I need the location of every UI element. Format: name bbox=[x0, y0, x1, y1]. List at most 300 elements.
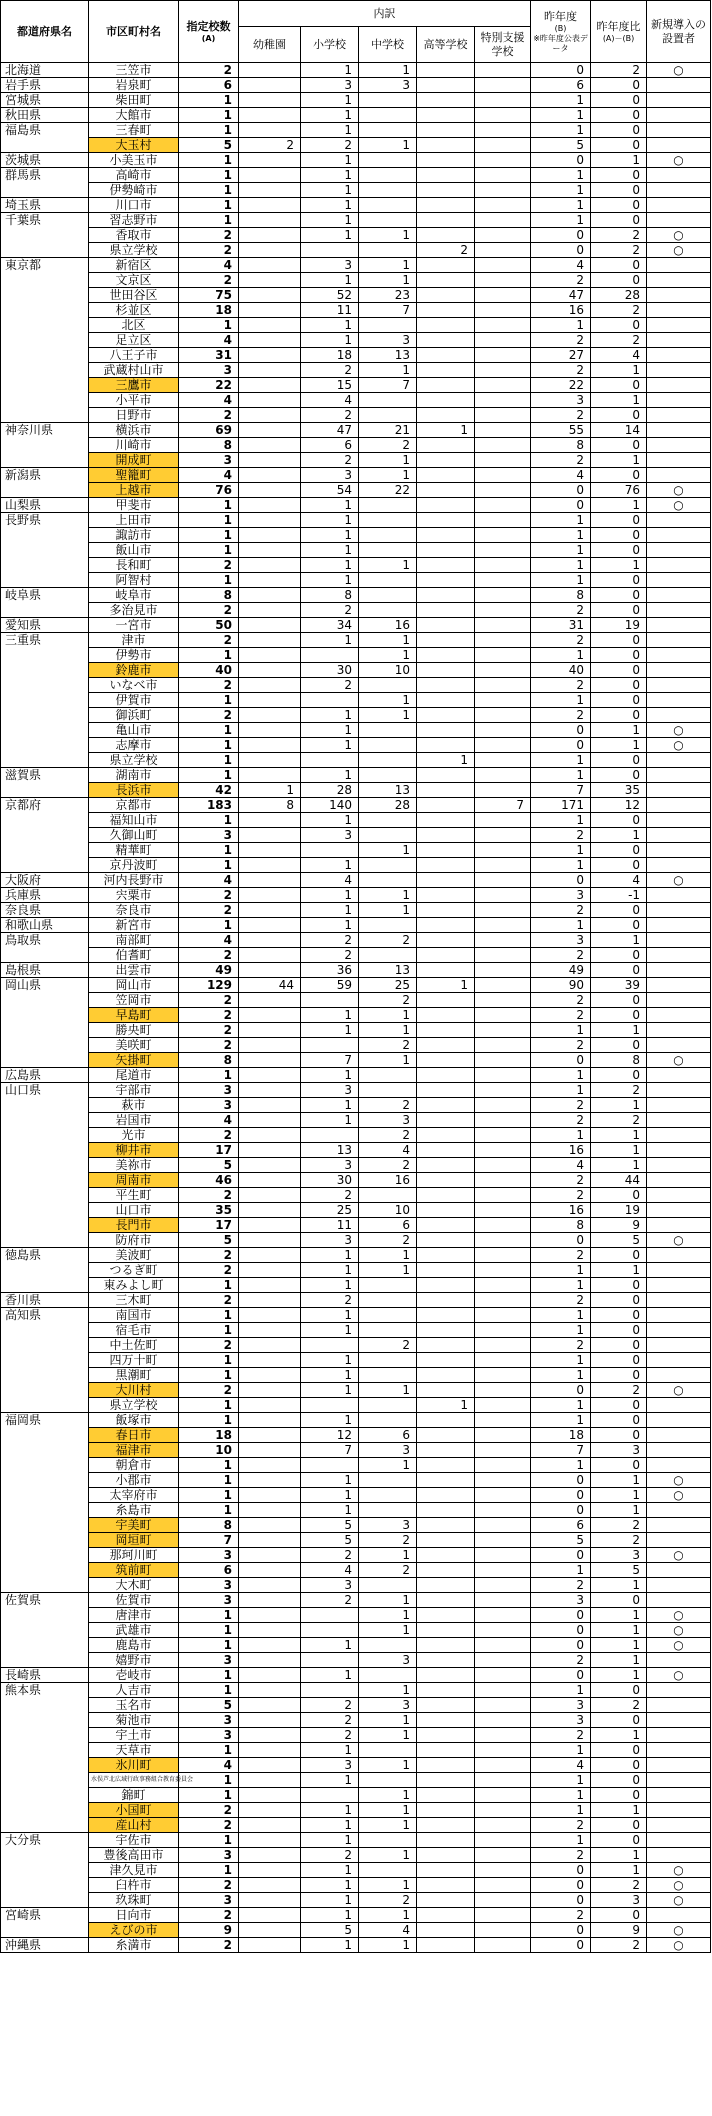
row-new: ○ bbox=[647, 243, 711, 258]
row-new bbox=[647, 768, 711, 783]
row-kinder bbox=[239, 1893, 301, 1908]
row-prev: 1 bbox=[531, 123, 591, 138]
row-total: 1 bbox=[179, 1623, 239, 1638]
row-prev: 90 bbox=[531, 978, 591, 993]
row-total: 9 bbox=[179, 1923, 239, 1938]
row-hs bbox=[417, 498, 475, 513]
row-hs bbox=[417, 393, 475, 408]
row-kinder bbox=[239, 738, 301, 753]
row-pref bbox=[1, 1398, 89, 1413]
row-prev: 0 bbox=[531, 1488, 591, 1503]
row-new: ○ bbox=[647, 738, 711, 753]
row-diff: -1 bbox=[591, 888, 647, 903]
row-diff: 9 bbox=[591, 1218, 647, 1233]
row-jhs: 2 bbox=[359, 1893, 417, 1908]
row-prev: 1 bbox=[531, 1068, 591, 1083]
row-diff: 1 bbox=[591, 453, 647, 468]
row-kinder bbox=[239, 1113, 301, 1128]
row-special bbox=[475, 1893, 531, 1908]
row-new: ○ bbox=[647, 1608, 711, 1623]
row-elem bbox=[301, 243, 359, 258]
row-special bbox=[475, 1458, 531, 1473]
row-special bbox=[475, 498, 531, 513]
row-city: 杉並区 bbox=[89, 303, 179, 318]
row-new bbox=[647, 1128, 711, 1143]
row-city: 勝央町 bbox=[89, 1023, 179, 1038]
row-jhs: 1 bbox=[359, 888, 417, 903]
row-elem: 1 bbox=[301, 1503, 359, 1518]
row-hs bbox=[417, 663, 475, 678]
row-total: 2 bbox=[179, 1803, 239, 1818]
row-prev: 2 bbox=[531, 603, 591, 618]
row-pref bbox=[1, 1443, 89, 1458]
row-hs bbox=[417, 1353, 475, 1368]
row-pref bbox=[1, 1518, 89, 1533]
row-jhs bbox=[359, 603, 417, 618]
row-hs bbox=[417, 1608, 475, 1623]
row-hs bbox=[417, 1173, 475, 1188]
table-row bbox=[1, 1758, 711, 1773]
row-diff: 0 bbox=[591, 513, 647, 528]
row-pref: 京都府 bbox=[1, 798, 89, 813]
row-pref: 鳥取県 bbox=[1, 933, 89, 948]
row-special bbox=[475, 813, 531, 828]
row-elem: 52 bbox=[301, 288, 359, 303]
header-elem: 小学校 bbox=[301, 27, 359, 63]
table-row bbox=[1, 558, 711, 573]
row-special bbox=[475, 1038, 531, 1053]
row-city: 大館市 bbox=[89, 108, 179, 123]
row-special bbox=[475, 273, 531, 288]
row-hs bbox=[417, 273, 475, 288]
row-city: 南国市 bbox=[89, 1308, 179, 1323]
row-elem: 2 bbox=[301, 678, 359, 693]
row-special bbox=[475, 963, 531, 978]
row-total: 1 bbox=[179, 918, 239, 933]
row-prev: 3 bbox=[531, 1593, 591, 1608]
row-pref bbox=[1, 858, 89, 873]
row-new bbox=[647, 708, 711, 723]
row-kinder bbox=[239, 528, 301, 543]
row-kinder bbox=[239, 1743, 301, 1758]
row-pref bbox=[1, 543, 89, 558]
table-row bbox=[1, 693, 711, 708]
row-total: 2 bbox=[179, 1038, 239, 1053]
table-row bbox=[1, 1203, 711, 1218]
row-pref bbox=[1, 1803, 89, 1818]
row-pref: 宮崎県 bbox=[1, 1908, 89, 1923]
row-special bbox=[475, 108, 531, 123]
row-city: 三木町 bbox=[89, 1293, 179, 1308]
row-hs bbox=[417, 1383, 475, 1398]
row-hs bbox=[417, 453, 475, 468]
row-kinder bbox=[239, 1248, 301, 1263]
row-total: 1 bbox=[179, 1488, 239, 1503]
row-total: 22 bbox=[179, 378, 239, 393]
row-jhs bbox=[359, 198, 417, 213]
row-jhs: 2 bbox=[359, 1038, 417, 1053]
row-diff: 0 bbox=[591, 693, 647, 708]
row-new bbox=[647, 513, 711, 528]
table-row bbox=[1, 213, 711, 228]
row-hs bbox=[417, 1683, 475, 1698]
row-diff: 0 bbox=[591, 1308, 647, 1323]
row-new bbox=[647, 1338, 711, 1353]
row-kinder bbox=[239, 1848, 301, 1863]
table-row bbox=[1, 1938, 711, 1953]
row-jhs bbox=[359, 1323, 417, 1338]
row-total: 2 bbox=[179, 1908, 239, 1923]
row-special bbox=[475, 1563, 531, 1578]
row-kinder bbox=[239, 1818, 301, 1833]
row-special bbox=[475, 543, 531, 558]
row-elem: 54 bbox=[301, 483, 359, 498]
row-kinder bbox=[239, 663, 301, 678]
row-special bbox=[475, 513, 531, 528]
row-pref bbox=[1, 738, 89, 753]
row-kinder bbox=[239, 333, 301, 348]
row-pref: 神奈川県 bbox=[1, 423, 89, 438]
row-total: 31 bbox=[179, 348, 239, 363]
row-prev: 3 bbox=[531, 1698, 591, 1713]
row-kinder bbox=[239, 1728, 301, 1743]
row-jhs: 21 bbox=[359, 423, 417, 438]
row-pref bbox=[1, 813, 89, 828]
row-pref: 滋賀県 bbox=[1, 768, 89, 783]
row-special bbox=[475, 1623, 531, 1638]
row-diff: 2 bbox=[591, 303, 647, 318]
row-diff: 0 bbox=[591, 78, 647, 93]
row-new bbox=[647, 423, 711, 438]
row-jhs bbox=[359, 573, 417, 588]
row-city: 世田谷区 bbox=[89, 288, 179, 303]
row-city: 豊後高田市 bbox=[89, 1848, 179, 1863]
row-elem bbox=[301, 1623, 359, 1638]
row-prev: 2 bbox=[531, 828, 591, 843]
table-row bbox=[1, 1578, 711, 1593]
row-hs bbox=[417, 1908, 475, 1923]
row-pref bbox=[1, 393, 89, 408]
row-elem: 3 bbox=[301, 1758, 359, 1773]
row-jhs: 7 bbox=[359, 303, 417, 318]
row-city: 小国町 bbox=[89, 1803, 179, 1818]
row-new: ○ bbox=[647, 1233, 711, 1248]
table-row bbox=[1, 1158, 711, 1173]
row-total: 1 bbox=[179, 183, 239, 198]
row-jhs: 1 bbox=[359, 1608, 417, 1623]
row-city: 美祢市 bbox=[89, 1158, 179, 1173]
row-elem: 30 bbox=[301, 1173, 359, 1188]
row-city: 津久見市 bbox=[89, 1863, 179, 1878]
row-city: 岡山市 bbox=[89, 978, 179, 993]
row-jhs bbox=[359, 1833, 417, 1848]
row-kinder bbox=[239, 768, 301, 783]
row-special bbox=[475, 573, 531, 588]
row-jhs: 1 bbox=[359, 1758, 417, 1773]
row-city: 宍粟市 bbox=[89, 888, 179, 903]
row-special bbox=[475, 333, 531, 348]
row-city: 長門市 bbox=[89, 1218, 179, 1233]
row-city: 岡垣町 bbox=[89, 1533, 179, 1548]
row-hs bbox=[417, 93, 475, 108]
row-total: 1 bbox=[179, 858, 239, 873]
row-new bbox=[647, 1038, 711, 1053]
row-jhs: 1 bbox=[359, 1713, 417, 1728]
row-jhs: 2 bbox=[359, 1533, 417, 1548]
row-new bbox=[647, 1503, 711, 1518]
row-city: 奈良市 bbox=[89, 903, 179, 918]
row-kinder bbox=[239, 633, 301, 648]
row-hs bbox=[417, 873, 475, 888]
row-new: ○ bbox=[647, 1473, 711, 1488]
row-kinder bbox=[239, 63, 301, 78]
row-city: 県立学校 bbox=[89, 753, 179, 768]
row-total: 1 bbox=[179, 1323, 239, 1338]
row-new bbox=[647, 1203, 711, 1218]
row-special bbox=[475, 1668, 531, 1683]
row-total: 3 bbox=[179, 1893, 239, 1908]
row-new bbox=[647, 543, 711, 558]
row-kinder bbox=[239, 1623, 301, 1638]
row-kinder: 1 bbox=[239, 783, 301, 798]
row-diff: 0 bbox=[591, 1713, 647, 1728]
header-count-sub: (A) bbox=[201, 33, 216, 43]
row-kinder bbox=[239, 678, 301, 693]
row-elem: 1 bbox=[301, 498, 359, 513]
row-special bbox=[475, 768, 531, 783]
row-new bbox=[647, 528, 711, 543]
row-diff: 9 bbox=[591, 1923, 647, 1938]
row-new bbox=[647, 813, 711, 828]
row-hs bbox=[417, 1188, 475, 1203]
row-hs bbox=[417, 1758, 475, 1773]
row-diff: 0 bbox=[591, 108, 647, 123]
row-special bbox=[475, 138, 531, 153]
row-total: 2 bbox=[179, 1128, 239, 1143]
row-hs bbox=[417, 1548, 475, 1563]
table-row bbox=[1, 948, 711, 963]
row-city: 小平市 bbox=[89, 393, 179, 408]
row-new bbox=[647, 1518, 711, 1533]
row-new bbox=[647, 783, 711, 798]
table-row bbox=[1, 1593, 711, 1608]
row-prev: 55 bbox=[531, 423, 591, 438]
row-special bbox=[475, 1488, 531, 1503]
row-prev: 16 bbox=[531, 303, 591, 318]
table-row bbox=[1, 1023, 711, 1038]
row-elem: 11 bbox=[301, 1218, 359, 1233]
row-elem: 3 bbox=[301, 1083, 359, 1098]
row-kinder: 44 bbox=[239, 978, 301, 993]
row-total: 1 bbox=[179, 1788, 239, 1803]
row-new bbox=[647, 993, 711, 1008]
row-special bbox=[475, 648, 531, 663]
row-prev: 0 bbox=[531, 1893, 591, 1908]
table-row bbox=[1, 1218, 711, 1233]
row-diff: 0 bbox=[591, 603, 647, 618]
row-kinder bbox=[239, 1053, 301, 1068]
row-prev: 0 bbox=[531, 1878, 591, 1893]
row-diff: 0 bbox=[591, 1353, 647, 1368]
row-special bbox=[475, 258, 531, 273]
row-pref bbox=[1, 1758, 89, 1773]
row-city: 筑前町 bbox=[89, 1563, 179, 1578]
row-hs bbox=[417, 78, 475, 93]
row-kinder bbox=[239, 573, 301, 588]
row-special bbox=[475, 1443, 531, 1458]
row-diff: 0 bbox=[591, 123, 647, 138]
row-prev: 1 bbox=[531, 843, 591, 858]
row-diff: 1 bbox=[591, 1473, 647, 1488]
row-diff: 0 bbox=[591, 1188, 647, 1203]
header-special: 特別支援学校 bbox=[475, 27, 531, 63]
row-diff: 1 bbox=[591, 738, 647, 753]
row-special: 7 bbox=[475, 798, 531, 813]
row-city: 尾道市 bbox=[89, 1068, 179, 1083]
row-diff: 0 bbox=[591, 438, 647, 453]
row-city: 宇部市 bbox=[89, 1083, 179, 1098]
row-hs bbox=[417, 798, 475, 813]
row-kinder bbox=[239, 303, 301, 318]
row-hs bbox=[417, 363, 475, 378]
row-total: 3 bbox=[179, 1578, 239, 1593]
row-special bbox=[475, 1338, 531, 1353]
row-jhs bbox=[359, 768, 417, 783]
row-new bbox=[647, 78, 711, 93]
row-pref bbox=[1, 1203, 89, 1218]
row-new bbox=[647, 903, 711, 918]
row-jhs: 1 bbox=[359, 363, 417, 378]
row-prev: 2 bbox=[531, 1848, 591, 1863]
row-new: ○ bbox=[647, 1893, 711, 1908]
row-hs bbox=[417, 783, 475, 798]
table-row bbox=[1, 423, 711, 438]
row-total: 18 bbox=[179, 1428, 239, 1443]
row-hs bbox=[417, 108, 475, 123]
row-diff: 12 bbox=[591, 798, 647, 813]
row-prev: 1 bbox=[531, 1833, 591, 1848]
row-city: つるぎ町 bbox=[89, 1263, 179, 1278]
row-total: 1 bbox=[179, 1743, 239, 1758]
row-pref bbox=[1, 1893, 89, 1908]
row-total: 3 bbox=[179, 363, 239, 378]
row-new bbox=[647, 798, 711, 813]
row-kinder bbox=[239, 408, 301, 423]
row-prev: 6 bbox=[531, 1518, 591, 1533]
row-special bbox=[475, 1323, 531, 1338]
row-jhs: 1 bbox=[359, 1263, 417, 1278]
row-new bbox=[647, 108, 711, 123]
row-special bbox=[475, 1518, 531, 1533]
row-total: 3 bbox=[179, 1728, 239, 1743]
row-jhs: 1 bbox=[359, 453, 417, 468]
row-hs bbox=[417, 468, 475, 483]
row-pref bbox=[1, 948, 89, 963]
row-elem: 1 bbox=[301, 1248, 359, 1263]
row-hs: 1 bbox=[417, 978, 475, 993]
row-new bbox=[647, 363, 711, 378]
row-pref bbox=[1, 1728, 89, 1743]
row-elem: 1 bbox=[301, 633, 359, 648]
row-total: 1 bbox=[179, 1398, 239, 1413]
row-city: 玖珠町 bbox=[89, 1893, 179, 1908]
row-special bbox=[475, 78, 531, 93]
row-special bbox=[475, 1083, 531, 1098]
row-jhs bbox=[359, 393, 417, 408]
row-elem: 1 bbox=[301, 903, 359, 918]
row-new: ○ bbox=[647, 228, 711, 243]
row-prev: 2 bbox=[531, 1248, 591, 1263]
row-elem bbox=[301, 843, 359, 858]
row-new bbox=[647, 1848, 711, 1863]
row-elem: 2 bbox=[301, 138, 359, 153]
row-jhs: 1 bbox=[359, 1728, 417, 1743]
row-jhs bbox=[359, 183, 417, 198]
row-city: 矢掛町 bbox=[89, 1053, 179, 1068]
row-city: 唐津市 bbox=[89, 1608, 179, 1623]
row-prev: 2 bbox=[531, 453, 591, 468]
row-prev: 0 bbox=[531, 243, 591, 258]
table-row bbox=[1, 108, 711, 123]
row-special bbox=[475, 978, 531, 993]
row-special bbox=[475, 168, 531, 183]
row-total: 1 bbox=[179, 108, 239, 123]
row-new bbox=[647, 1068, 711, 1083]
row-total: 1 bbox=[179, 1683, 239, 1698]
row-kinder bbox=[239, 1638, 301, 1653]
row-hs bbox=[417, 1773, 475, 1788]
row-pref: 千葉県 bbox=[1, 213, 89, 228]
table-row bbox=[1, 1008, 711, 1023]
table-row bbox=[1, 963, 711, 978]
row-city: 天草市 bbox=[89, 1743, 179, 1758]
row-pref bbox=[1, 828, 89, 843]
row-special bbox=[475, 1833, 531, 1848]
row-elem: 15 bbox=[301, 378, 359, 393]
row-diff: 0 bbox=[591, 1428, 647, 1443]
row-kinder bbox=[239, 873, 301, 888]
row-city: 津市 bbox=[89, 633, 179, 648]
row-elem: 1 bbox=[301, 93, 359, 108]
row-kinder bbox=[239, 1428, 301, 1443]
row-kinder bbox=[239, 948, 301, 963]
row-new bbox=[647, 1413, 711, 1428]
row-prev: 1 bbox=[531, 858, 591, 873]
row-total: 7 bbox=[179, 1533, 239, 1548]
table-row bbox=[1, 588, 711, 603]
row-hs bbox=[417, 678, 475, 693]
row-hs bbox=[417, 843, 475, 858]
row-hs bbox=[417, 1038, 475, 1053]
row-prev: 0 bbox=[531, 1863, 591, 1878]
table-row bbox=[1, 1743, 711, 1758]
row-hs bbox=[417, 888, 475, 903]
row-kinder bbox=[239, 1803, 301, 1818]
row-total: 5 bbox=[179, 1158, 239, 1173]
table-row bbox=[1, 1668, 711, 1683]
row-special bbox=[475, 1758, 531, 1773]
row-city: 福知山市 bbox=[89, 813, 179, 828]
row-new bbox=[647, 1293, 711, 1308]
row-kinder bbox=[239, 243, 301, 258]
row-total: 42 bbox=[179, 783, 239, 798]
row-elem: 1 bbox=[301, 1323, 359, 1338]
row-hs bbox=[417, 123, 475, 138]
row-kinder bbox=[239, 1668, 301, 1683]
row-special bbox=[475, 1158, 531, 1173]
row-elem: 1 bbox=[301, 1833, 359, 1848]
row-city: 玉名市 bbox=[89, 1698, 179, 1713]
